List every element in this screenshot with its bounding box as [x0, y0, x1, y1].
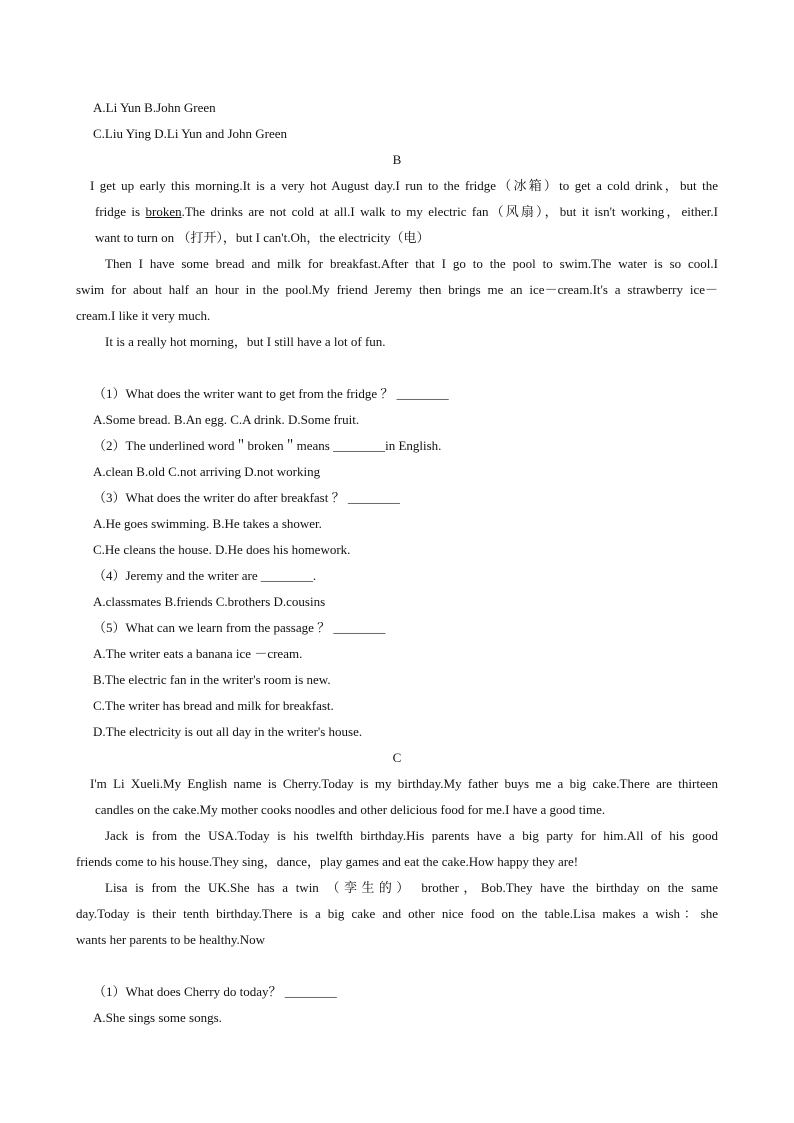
section-b-p1-line3: want to turn on （打开），but I can't.Oh，the electricity（电） [95, 230, 430, 245]
question-b4: （4）Jeremy and the writer are ________. [93, 568, 317, 583]
question-b5-option-a: A.The writer eats a banana ice －cream. [93, 646, 303, 661]
question-b5: （5）What can we learn from the passage ？ ________ [93, 620, 386, 635]
question-b5-option-c: C.The writer has bread and milk for breakfast. [93, 698, 334, 713]
question-b5-option-b: B.The electric fan in the writer's room is new. [93, 672, 331, 687]
question-b3: （3）What does the writer do after breakfast ？ ________ [93, 490, 400, 505]
section-c-p3-line3: wants her parents to be healthy.Now [76, 932, 266, 947]
question-b2: （2）The underlined word＂broken＂means ________in English. [93, 438, 442, 453]
section-b-p2-line2: swim for about half an hour in the pool.My friend Jeremy then brings me an ice－cream.It's a strawberry ice－ [76, 282, 718, 297]
question-b2-options: A.clean B.old C.not arriving D.not working [93, 464, 321, 479]
section-b-p2-line1: Then I have some bread and milk for breakfast.After that I go to the pool to swim.The water is so cool.I [105, 256, 718, 271]
section-c-p1-line1: I'm Li Xueli.My English name is Cherry.Today is my birthday.My father buys me a big cake.There are thirteen [90, 776, 718, 791]
question-b3-options-line1: A.He goes swimming. B.He takes a shower. [93, 516, 322, 531]
section-c-p1-line2: candles on the cake.My mother cooks noodles and other delicious food for me.I have a good time. [95, 802, 606, 817]
section-b-heading: B [392, 152, 402, 167]
text-segment: .The drinks are not cold at all.I walk to my electric fan（风扇），but it isn't working，either.I [181, 204, 718, 219]
question-b1: （1）What does the writer want to get from the fridge ？ ________ [93, 386, 449, 401]
prev-options-line-1: A.Li Yun B.John Green [93, 100, 216, 115]
underlined-word-broken: broken [145, 204, 182, 219]
section-c-heading: C [392, 750, 402, 765]
question-c1: （1）What does Cherry do today？ ________ [93, 984, 337, 999]
section-b-p1-line1: I get up early this morning.It is a very hot August day.I run to the fridge（冰箱）to get a cold drink，but the [90, 178, 718, 193]
section-b-p1-line2 [95, 204, 718, 220]
question-c1-option-a: A.She sings some songs. [93, 1010, 222, 1025]
question-b5-option-d: D.The electricity is out all day in the writer's house. [93, 724, 363, 739]
question-b4-options: A.classmates B.friends C.brothers D.cousins [93, 594, 326, 609]
section-c-p2-line1: Jack is from the USA.Today is his twelfth birthday.His parents have a big party for him.All of his good [105, 828, 718, 843]
text-segment: fridge is [95, 204, 146, 219]
section-c-p2-line2: friends come to his house.They sing，dance，play games and eat the cake.How happy they are! [76, 854, 579, 869]
section-c-p3-line2: day.Today is their tenth birthday.There is a big cake and other nice food on the table.Lisa makes a wish：she [76, 906, 718, 921]
prev-options-line-2: C.Liu Ying D.Li Yun and John Green [93, 126, 288, 141]
section-b-p3-line1: It is a really hot morning，but I still have a lot of fun. [105, 334, 386, 349]
question-b1-options: A.Some bread. B.An egg. C.A drink. D.Some fruit. [93, 412, 360, 427]
question-b3-options-line2: C.He cleans the house. D.He does his homework. [93, 542, 351, 557]
section-c-p3-line1: Lisa is from the UK.She has a twin （孪生的） brother，Bob.They have the birthday on the same [105, 880, 718, 895]
section-b-p2-line3: cream.I like it very much. [76, 308, 211, 323]
